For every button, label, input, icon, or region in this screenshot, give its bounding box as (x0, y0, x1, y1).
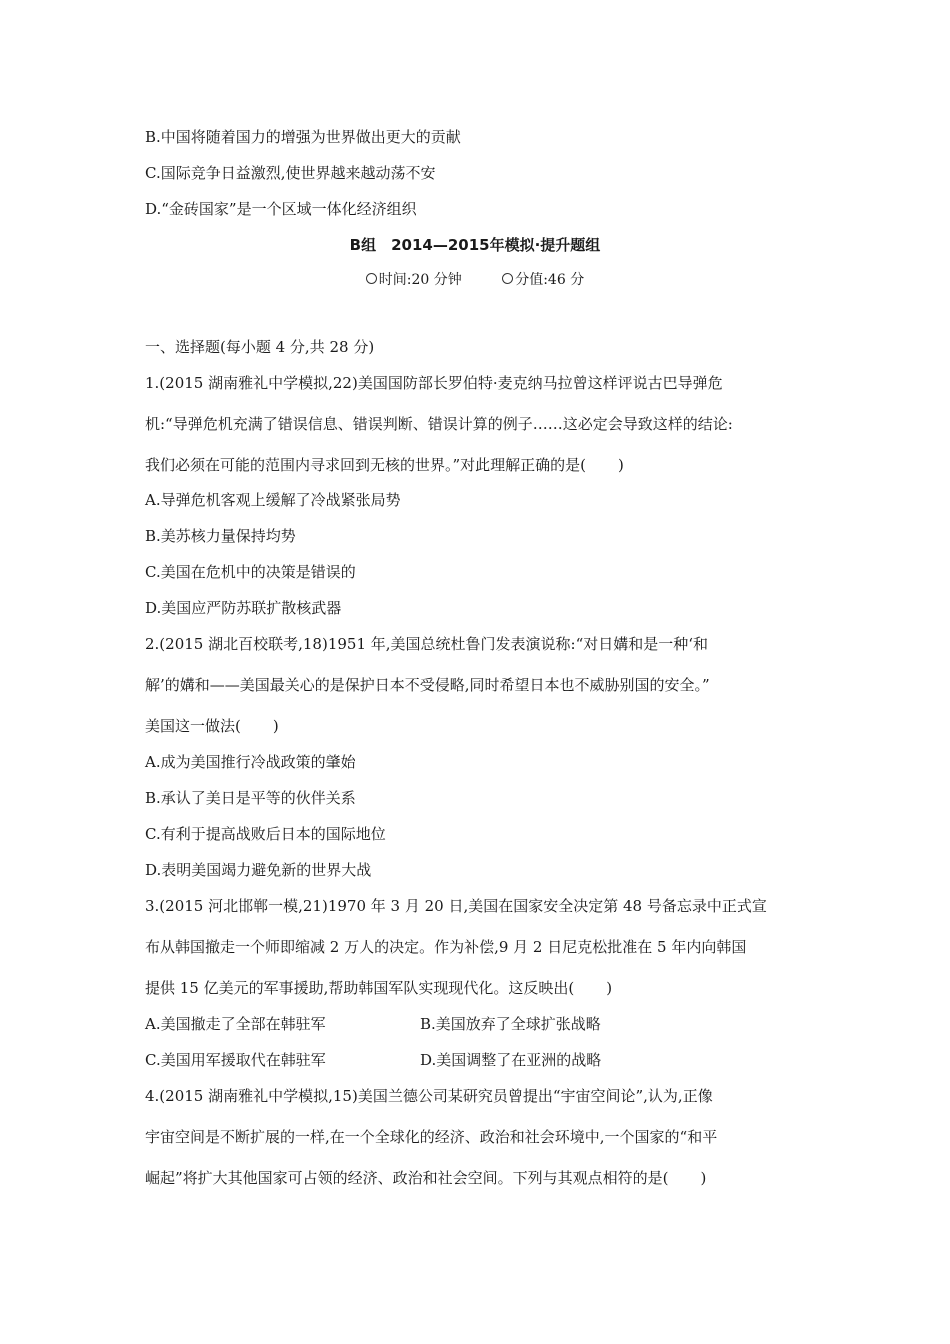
q2-option-b: B.承认了美日是平等的伙伴关系 (145, 789, 356, 807)
q1-option-c: C.美国在危机中的决策是错误的 (145, 563, 356, 581)
q2-stem-end: 美国这一做法( (145, 717, 241, 735)
q1-stem-end: 我们必须在可能的范围内寻求回到无核的世界。”对此理解正确的是( (145, 456, 587, 474)
q1-line-1: 1.(2015 湖南雅礼中学模拟,22)美国国防部长罗伯特·麦克纳马拉曾这样评说古巴导弹危 (145, 374, 723, 392)
q2-option-a: A.成为美国推行冷战政策的肇始 (145, 753, 356, 771)
q4-stem-end: 崛起”将扩大其他国家可占领的经济、政治和社会空间。下列与其观点相符的是( (145, 1169, 669, 1187)
prev-option-d: D.“金砖国家”是一个区域一体化经济组织 (145, 200, 417, 218)
q1-line-3 (145, 455, 624, 475)
q3-option-a: A.美国撤走了全部在韩驻军 (145, 1015, 326, 1033)
prev-option-c: C.国际竞争日益激烈,使世界越来越动荡不安 (145, 164, 436, 182)
q4-paren-close: ) (700, 1169, 707, 1187)
part-title: 一、选择题(每小题 4 分,共 28 分) (145, 338, 375, 356)
time-item (366, 270, 462, 290)
q1-option-d: D.美国应严防苏联扩散核武器 (145, 599, 342, 617)
q3-stem-end: 提供 15 亿美元的军事援助,帮助韩国军队实现现代化。这反映出( (145, 979, 575, 997)
q1-option-a: A.导弹危机客观上缓解了冷战紧张局势 (145, 491, 401, 509)
score-item (502, 270, 584, 290)
q1-line-2: 机:“导弹危机充满了错误信息、错误判断、错误计算的例子……这必定会导致这样的结论: (145, 415, 733, 433)
clock-icon (366, 273, 377, 284)
q1-paren-close: ) (618, 456, 624, 474)
q2-line-2: 解’的媾和——美国最关心的是保护日本不受侵略,同时希望日本也不威胁别国的安全。” (145, 676, 710, 694)
q3-option-c: C.美国用军援取代在韩驻军 (145, 1051, 326, 1069)
section-header: B组 2014—2015年模拟·提升题组 (349, 236, 601, 254)
q2-line-3 (145, 716, 279, 736)
time-text: 时间:20 分钟 (378, 272, 462, 288)
q2-option-d: D.表明美国竭力避免新的世界大战 (145, 861, 372, 879)
section-meta (0, 270, 950, 290)
q2-paren-close: ) (272, 717, 279, 735)
q1-option-b: B.美苏核力量保持均势 (145, 527, 296, 545)
check-circle-icon (502, 273, 513, 284)
q2-option-c: C.有利于提高战败后日本的国际地位 (145, 825, 386, 843)
q2-line-1: 2.(2015 湖北百校联考,18)1951 年,美国总统杜鲁门发表演说称:“对日媾和是一种‘和 (145, 635, 709, 653)
q3-option-b: B.美国放弃了全球扩张战略 (420, 1015, 601, 1033)
score-text: 分值:46 分 (515, 272, 585, 288)
q3-option-d: D.美国调整了在亚洲的战略 (420, 1051, 602, 1069)
q4-line-1: 4.(2015 湖南雅礼中学模拟,15)美国兰德公司某研究员曾提出“宇宙空间论”,认为,正像 (145, 1087, 713, 1105)
q3-options-row-1 (145, 1014, 601, 1034)
q3-options-row-2 (145, 1050, 602, 1070)
q4-line-2: 宇宙空间是不断扩展的一样,在一个全球化的经济、政治和社会环境中,一个国家的“和平 (145, 1128, 718, 1146)
prev-option-b: B.中国将随着国力的增强为世界做出更大的贡献 (145, 128, 461, 146)
q3-paren-close: ) (606, 979, 613, 997)
q3-line-2: 布从韩国撤走一个师即缩减 2 万人的决定。作为补偿,9 月 2 日尼克松批准在 5 年内向韩国 (145, 938, 747, 956)
q4-line-3 (145, 1168, 706, 1188)
q3-line-1: 3.(2015 河北邯郸一模,21)1970 年 3 月 20 日,美国在国家安全决定第 48 号备忘录中正式宣 (145, 897, 767, 915)
q3-line-3 (145, 978, 612, 998)
